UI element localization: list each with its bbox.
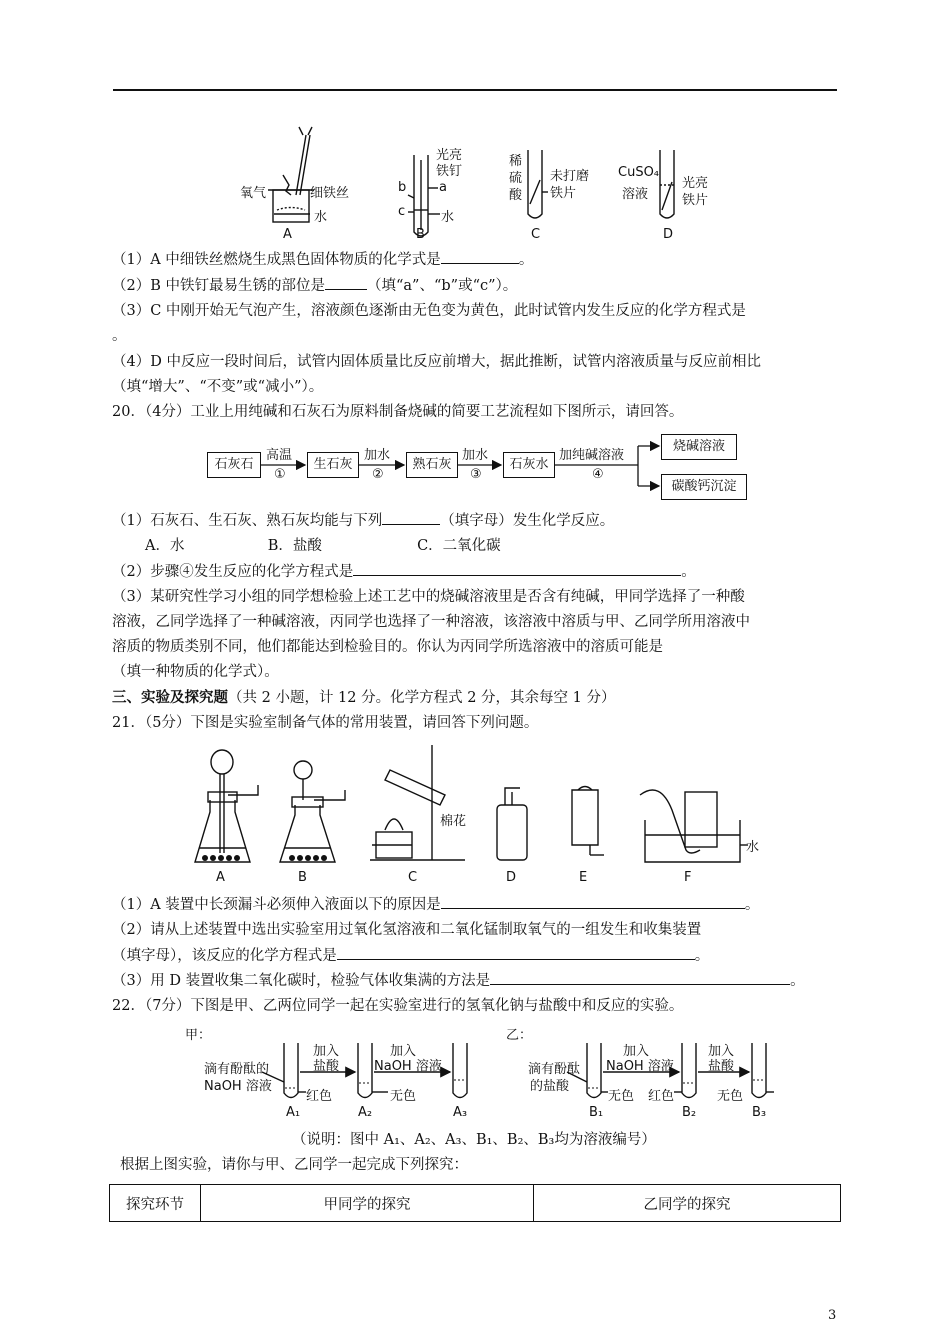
option-b: B．盐酸 xyxy=(267,538,322,554)
q19-line1: （1）A 中细铁丝燃烧生成黑色固体物质的化学式是 。 xyxy=(112,249,533,270)
q21-title: 21．（5分）下图是实验室制备气体的常用装置，请回答下列问题。 xyxy=(112,715,539,731)
label-solution: 溶液 xyxy=(622,187,649,202)
q21-line2b: （填字母），该反应的化学方程式是 。 xyxy=(112,945,709,966)
label-a: A xyxy=(283,227,292,242)
q21-line2a: （2）请从上述装置中选出实验室用过氧化氢溶液和二氧化锰制取氧气的一组发生和收集装置 xyxy=(112,922,702,938)
q20-line2: （2）步骤④发生反应的化学方程式是 。 xyxy=(112,561,696,582)
label-naoh1: NaOH 溶液 xyxy=(374,1059,442,1074)
label-nail-c: c xyxy=(398,204,406,219)
q22-title: 22．（7分）下图是甲、乙两位同学一起在实验室进行的氢氧化钠与盐酸中和反应的实验。 xyxy=(112,998,684,1014)
flow-num-2: ② xyxy=(372,467,384,482)
q20-line3c: 溶质的物质类别不同，他们都能达到检验目的。你认为丙同学所选溶液中的溶质可能是 xyxy=(112,639,663,655)
label-c: C xyxy=(531,227,541,242)
inquiry-table xyxy=(109,1184,841,1222)
label-b1: B₁ xyxy=(589,1105,604,1120)
q19-line2: （2）B 中铁钉最易生锈的部位是 （填“a”、“b”或“c”）。 xyxy=(112,275,517,296)
q22-note: （说明：图中 A₁、A₂、A₃、B₁、B₂、B₃均为溶液编号） xyxy=(292,1132,656,1148)
label-app-a: A xyxy=(216,870,225,885)
flow-num-1: ① xyxy=(274,467,286,482)
q20-line1: （1）石灰石、生石灰、熟石灰均能与下列 （填字母）发生化学反应。 xyxy=(112,510,614,531)
label-add3: 加入 xyxy=(623,1044,650,1059)
label-yi-left1: 滴有酚酞 xyxy=(528,1062,581,1077)
label-water-b: 水 xyxy=(441,210,455,225)
q21-line3: （3）用 D 装置收集二氧化碳时，检验气体收集满的方法是 。 xyxy=(112,970,805,991)
label-app-c: C xyxy=(408,870,418,885)
flow-step-add-soda: 加纯碱溶液 xyxy=(559,448,625,463)
label-d: D xyxy=(663,227,674,242)
label-app-d: D xyxy=(506,870,517,885)
label-b3: B₃ xyxy=(752,1105,767,1120)
flow-box-slaked-lime: 熟石灰 xyxy=(406,452,458,478)
label-red1: 红色 xyxy=(306,1089,333,1104)
label-yi: 乙： xyxy=(506,1028,533,1043)
label-b: B xyxy=(416,227,425,242)
label-b2: B₂ xyxy=(682,1105,697,1120)
label-naoh2: NaOH 溶液 xyxy=(606,1059,674,1074)
label-app-f: F xyxy=(684,870,692,885)
flow-step-add-water2: 加水 xyxy=(462,448,489,463)
label-shiny-nail: 光亮铁钉 xyxy=(436,148,463,179)
label-shiny-iron1: 光亮 xyxy=(682,176,709,191)
flow-num-3: ③ xyxy=(470,467,482,482)
table-header-yi: 乙同学的探究 xyxy=(534,1185,841,1222)
flow-box-quicklime: 生石灰 xyxy=(307,452,359,478)
label-jia-left2: NaOH 溶液 xyxy=(204,1079,272,1094)
label-a1: A₁ xyxy=(286,1105,301,1120)
flow-box-limewater: 石灰水 xyxy=(503,452,555,478)
table-header-jia: 甲同学的探究 xyxy=(201,1185,534,1222)
label-iron-wire: 细铁丝 xyxy=(310,186,350,201)
section-3-heading: 三、实验及探究题（共 2 小题，计 12 分。化学方程式 2 分，其余每空 1 分） xyxy=(112,689,616,706)
label-nail-a: a xyxy=(439,180,447,195)
option-a: A．水 xyxy=(145,538,185,554)
label-dilute: 稀 xyxy=(509,154,523,169)
label-nail-b: b xyxy=(398,180,407,195)
q19-line3b: 。 xyxy=(112,328,127,344)
label-app-e: E xyxy=(579,870,588,885)
label-a2: A₂ xyxy=(358,1105,373,1120)
q20-title: 20．（4分）工业上用纯碱和石灰石为原料制备烧碱的简要工艺流程如下图所示，请回答。 xyxy=(112,404,684,420)
label-cuso4: CuSO₄ xyxy=(618,165,660,180)
label-unpolished1: 未打磨 xyxy=(550,169,590,184)
label-colorless2: 无色 xyxy=(608,1089,635,1104)
label-yi-left2: 的盐酸 xyxy=(530,1079,570,1094)
flow-step-add-water1: 加水 xyxy=(364,448,391,463)
label-app-b: B xyxy=(298,870,307,885)
page-number: 3 xyxy=(828,1308,837,1323)
label-unpolished2: 铁片 xyxy=(550,186,577,201)
q20-line3b: 溶液，乙同学选择了一种碱溶液，丙同学也选择了一种溶液，该溶液中溶质与甲、乙同学所用溶液中 xyxy=(112,614,750,630)
label-add2: 加入 xyxy=(390,1044,417,1059)
table-header-stage: 探究环节 xyxy=(110,1185,201,1222)
label-a3: A₃ xyxy=(453,1105,468,1120)
q20-line3a: （3）某研究性学习小组的同学想检验上述工艺中的烧碱溶液里是否含有纯碱，甲同学选择了一种酸 xyxy=(112,589,745,605)
label-cotton: 棉花 xyxy=(440,814,467,829)
label-red2: 红色 xyxy=(648,1089,675,1104)
q19-line3: （3）C 中刚开始无气泡产生，溶液颜色逐渐由无色变为黄色，此时试管内发生反应的化学方程式是 xyxy=(112,303,746,319)
label-jia-left1: 滴有酚酞的 xyxy=(204,1062,270,1077)
option-c: C．二氧化碳 xyxy=(417,538,501,554)
q20-line3d: （填一种物质的化学式）。 xyxy=(112,664,279,680)
label-hcl1: 盐酸 xyxy=(313,1059,340,1074)
table-row xyxy=(110,1185,841,1222)
label-hcl2: 盐酸 xyxy=(708,1059,735,1074)
flow-box-caustic-soda: 烧碱溶液 xyxy=(661,434,737,460)
label-sulfuric1: 硫 xyxy=(509,171,523,186)
label-shiny-iron2: 铁片 xyxy=(682,193,709,208)
label-water-a: 水 xyxy=(314,210,328,225)
q19-line4: （4）D 中反应一段时间后，试管内固体质量比反应前增大，据此推断，试管内溶液质量与反应前相比 xyxy=(112,354,761,370)
label-add1: 加入 xyxy=(313,1044,340,1059)
label-jia: 甲： xyxy=(185,1028,212,1043)
label-colorless3: 无色 xyxy=(717,1089,744,1104)
flow-box-caco3: 碳酸钙沉淀 xyxy=(661,474,747,500)
flow-box-limestone: 石灰石 xyxy=(207,452,261,478)
flow-num-4: ④ xyxy=(592,467,604,482)
q22-intro: 根据上图实验，请你与甲、乙同学一起完成下列探究： xyxy=(120,1157,468,1173)
label-add4: 加入 xyxy=(708,1044,735,1059)
label-colorless1: 无色 xyxy=(390,1089,417,1104)
flow-step-high-temp: 高温 xyxy=(266,448,293,463)
q21-line1: （1）A 装置中长颈漏斗必须伸入液面以下的原因是 。 xyxy=(112,894,759,915)
q19-line4b: （填“增大”、“不变”或“减小”）。 xyxy=(112,379,324,395)
label-sulfuric2: 酸 xyxy=(509,188,523,203)
label-water-f: 水 xyxy=(746,840,760,855)
label-oxygen: 氧气 xyxy=(240,186,267,201)
